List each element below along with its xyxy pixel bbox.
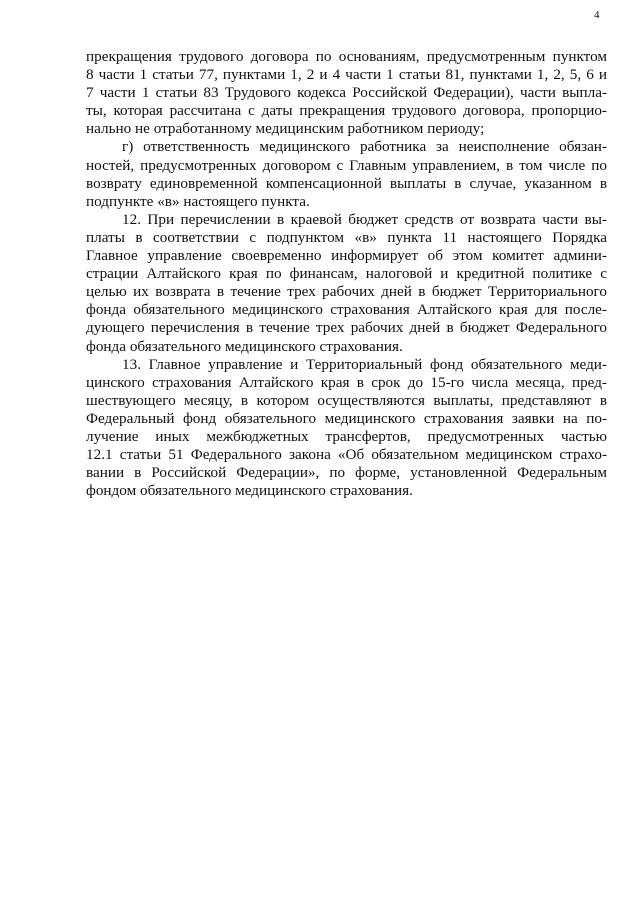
text-line: 7 части 1 статьи 83 Трудового кодекса Российской Федерации), части выпла- [86, 84, 607, 102]
text-line: прекращения трудового договора по основаниям, предусмотренным пунктом [86, 48, 607, 65]
text-line: вании в Российской Федерации», по форме, установленной Федеральным [86, 464, 607, 482]
paragraph-first-line: 13. Главное управление и Территориальный фонд обязательного меди- [122, 355, 607, 373]
page-number: 4 [594, 9, 600, 21]
text-line: Федеральный фонд обязательного медицинского страхования заявки на по- [86, 409, 607, 427]
text-line: фондом обязательного медицинского страхования. [86, 482, 413, 500]
text-line: нально не отработанному медицинским работником периоду; [86, 120, 485, 138]
text-line: страции Алтайского края по финансам, налоговой и кредитной политике с [86, 265, 607, 283]
paragraph-first-line: г) ответственность медицинского работника за неисполнение обязан- [122, 138, 607, 156]
document-body [86, 48, 607, 500]
text-line: ты, которая рассчитана с даты прекращения трудового договора, пропорцио- [86, 102, 607, 120]
text-line: дующего перечисления в течение трех рабочих дней в бюджет Федерального [86, 319, 607, 337]
text-line: 12.1 статьи 51 Федерального закона «Об обязательном медицинском страхо- [86, 446, 607, 464]
text-line: фонда обязательного медицинского страхования Алтайского края для после- [86, 301, 607, 319]
text-line: шествующего месяцу, в котором осуществляются выплаты, представляют в [86, 391, 607, 409]
text-line: целью их возврата в течение трех рабочих дней в бюджет Территориального [86, 283, 607, 301]
paragraph-first-line: 12. При перечислении в краевой бюджет средств от возврата части вы- [122, 210, 607, 228]
text-line: лучение иных межбюджетных трансфертов, предусмотренных частью [86, 427, 607, 445]
text-line: ностей, предусмотренных договором с Главным управлением, в том числе по [86, 156, 607, 174]
text-line: Главное управление своевременно информирует об этом комитет админи- [86, 247, 607, 265]
text-line: подпункте «в» настоящего пункта. [86, 192, 310, 210]
text-line: 8 части 1 статьи 77, пунктами 1, 2 и 4 части 1 статьи 81, пунктами 1, 2, 5, 6 и [86, 66, 607, 84]
text-line: платы в соответствии с подпунктом «в» пункта 11 настоящего Порядка [86, 228, 607, 246]
text-line: цинского страхования Алтайского края в срок до 15-го числа месяца, пред- [86, 373, 607, 391]
text-line: возврату единовременной компенсационной выплаты в случае, указанном в [86, 174, 607, 192]
text-line: фонда обязательного медицинского страхования. [86, 337, 403, 355]
